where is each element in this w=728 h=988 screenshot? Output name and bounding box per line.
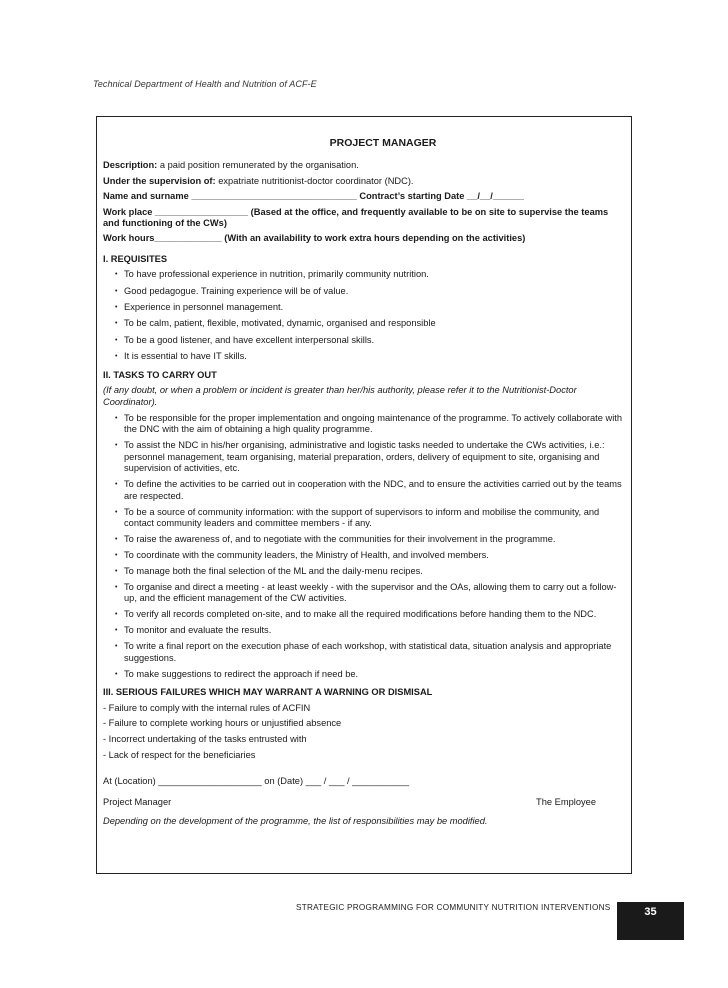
supervision-text: expatriate nutritionist-doctor coordinator (NDC).: [218, 175, 414, 186]
failure-item: - Incorrect undertaking of the tasks entrusted with: [103, 734, 307, 745]
description-text: a paid position remunerated by the organisation.: [159, 160, 359, 171]
list-item: • It is essential to have IT skills.: [103, 351, 625, 362]
responsibilities-note: Depending on the development of the programme, the list of responsibilities may be modified.: [103, 816, 488, 827]
list-item: • To organise and direct a meeting - at least weekly - with the supervisor and the OAs, allowing them to carry out a follow-up, and the efficient management of the CW activities.: [103, 582, 625, 605]
section-tasks-title: II. TASKS TO CARRY OUT: [103, 369, 217, 380]
list-item: • To have professional experience in nutrition, primarily community nutrition.: [103, 269, 625, 280]
list-item: • Experience in personnel management.: [103, 302, 625, 313]
tasks-list: [103, 413, 625, 680]
description-label: Description:: [103, 160, 158, 171]
supervision-line: [103, 176, 625, 187]
list-item: • To monitor and evaluate the results.: [103, 625, 625, 636]
page-number: 35: [617, 902, 684, 940]
list-item: • Good pedagogue. Training experience will be of value.: [103, 286, 625, 297]
list-item: • To be a source of community information: with the support of supervisors to inform and mobilise the community, and contact community leaders and committee members - if any.: [103, 507, 625, 530]
list-item: • To assist the NDC in his/her organising, administrative and logistic tasks needed to undertake the CWs activities, i.e.: personnel management, team organising, material preparation, orders, delivery of equipment to site, organising and supervision of activities, etc.: [103, 440, 625, 474]
tasks-note: (If any doubt, or when a problem or incident is greater than her/his authority, please refer it to the Nutritionist-Doctor Coordinator).: [103, 385, 577, 407]
list-item: • To raise the awareness of, and to negotiate with the communities for their involvement in the programme.: [103, 534, 625, 545]
signature-row: [103, 797, 625, 808]
list-item: • To write a final report on the execution phase of each workshop, with statistical data, situation analysis and appropriate suggestions.: [103, 641, 625, 664]
signature-project-manager: Project Manager: [103, 796, 172, 807]
list-item: • To be a good listener, and have excellent interpersonal skills.: [103, 335, 625, 346]
failure-item: - Failure to comply with the internal rules of ACFIN: [103, 702, 311, 713]
work-hours-line: Work hours_____________ (With an availability to work extra hours depending on the activities): [103, 233, 526, 244]
list-item: • To verify all records completed on-site, and to make all the required modifications before handing them to the NDC.: [103, 609, 625, 620]
list-item: • To be responsible for the proper implementation and ongoing maintenance of the programme. To actively collaborate with the DNC with the aim of obtaining a high quality programme.: [103, 413, 625, 436]
running-header: Technical Department of Health and Nutrition of ACF-E: [93, 79, 317, 89]
work-place-line: Work place __________________ (Based at the office, and frequently available to be on site to supervise the teams and functioning of the CWs): [103, 206, 609, 229]
running-footer: STRATEGIC PROGRAMMING FOR COMMUNITY NUTRITION INTERVENTIONS: [296, 903, 611, 912]
list-item: • To make suggestions to redirect the approach if need be.: [103, 669, 625, 680]
list-item: • To be calm, patient, flexible, motivated, dynamic, organised and responsible: [103, 318, 625, 329]
requisites-list: [103, 269, 625, 362]
failure-item: - Lack of respect for the beneficiaries: [103, 749, 256, 760]
description-line: [103, 160, 625, 171]
list-item: • To coordinate with the community leaders, the Ministry of Health, and involved members.: [103, 550, 625, 561]
location-date-line: At (Location) ____________________ on (Date) ___ / ___ / ___________: [103, 776, 410, 787]
list-item: • To define the activities to be carried out in cooperation with the NDC, and to ensure the activities carried out by the teams are respected.: [103, 479, 625, 502]
name-line: Name and surname ________________________________ Contract’s starting Date __/__/______: [103, 191, 524, 202]
job-description-content: [103, 138, 625, 828]
signature-employee: The Employee: [536, 796, 596, 807]
failure-item: - Failure to complete working hours or unjustified absence: [103, 718, 342, 729]
supervision-label: Under the supervision of:: [103, 175, 216, 186]
section-failures-title: III. SERIOUS FAILURES WHICH MAY WARRANT A WARNING OR DISMISAL: [103, 687, 433, 698]
list-item: • To manage both the final selection of the ML and the daily-menu recipes.: [103, 566, 625, 577]
section-requisites-title: I. REQUISITES: [103, 253, 168, 264]
page-title: PROJECT MANAGER: [329, 137, 437, 149]
